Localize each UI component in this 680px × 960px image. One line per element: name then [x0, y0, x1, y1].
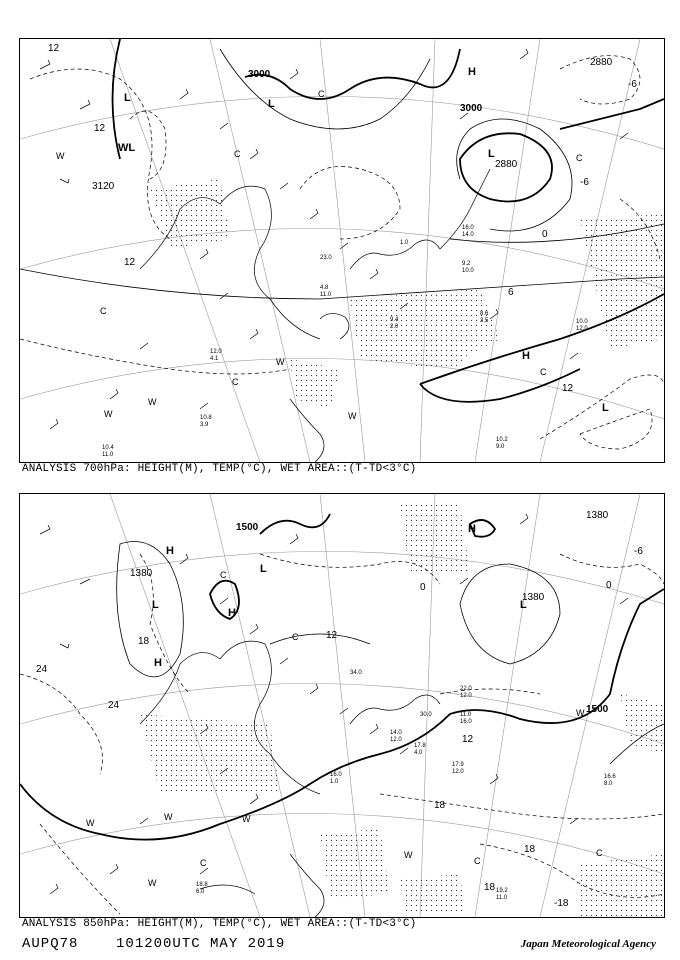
low-center-mark: L [602, 402, 609, 414]
svg-text:34.0: 34.0 [350, 670, 362, 676]
svg-text:16.0: 16.0 [462, 225, 474, 231]
svg-text:12.0: 12.0 [210, 349, 222, 355]
temp-label: 12 [124, 257, 136, 268]
pressure-centers-850 [152, 523, 527, 669]
svg-text:12.0: 12.0 [452, 769, 464, 775]
height-label: 1500 [236, 522, 259, 533]
high-center-mark: H [522, 350, 530, 362]
height-contours-850 [20, 514, 664, 840]
temp-label: 12 [462, 734, 474, 745]
svg-text:10.0: 10.0 [576, 319, 588, 325]
height-label: 3000 [248, 69, 271, 80]
high-center-mark: H [166, 545, 174, 557]
svg-text:9.2: 9.2 [462, 261, 471, 267]
warm-mark: W [148, 878, 157, 888]
warm-mark: W [576, 708, 585, 718]
svg-text:12.0: 12.0 [390, 737, 402, 743]
low-center-mark: L [268, 98, 275, 110]
svg-text:16.6: 16.6 [604, 774, 616, 780]
bulletin-code: AUPQ78 101200UTC MAY 2019 [22, 936, 286, 952]
temp-label: 12 [48, 43, 60, 54]
height-label: 2880 [495, 159, 518, 170]
height-labels-700 [92, 57, 613, 192]
svg-text:9.0: 9.0 [496, 444, 505, 450]
warm-mark: W [56, 151, 65, 161]
svg-text:14.0: 14.0 [462, 232, 474, 238]
svg-text:11.0: 11.0 [320, 292, 332, 298]
svg-text:3.9: 3.9 [200, 422, 209, 428]
temp-label: 24 [36, 664, 48, 675]
svg-text:9.4: 9.4 [390, 317, 399, 323]
temp-label: -6 [580, 177, 589, 188]
cold-mark: C [234, 149, 241, 159]
warm-mark: W [104, 409, 113, 419]
temp-label: 18 [138, 636, 150, 647]
high-center-mark: H [468, 66, 476, 78]
temp-label: 18 [434, 800, 446, 811]
cold-mark: C [232, 377, 239, 387]
cold-mark: C [220, 570, 227, 580]
svg-text:12.0: 12.0 [576, 326, 588, 332]
height-label: 3120 [92, 181, 115, 192]
svg-text:8.0: 8.0 [604, 781, 613, 787]
thin-contours-700 [20, 49, 664, 299]
cold-mark: C [540, 367, 547, 377]
svg-text:3.5: 3.5 [480, 318, 489, 324]
low-center-mark: L [520, 599, 527, 611]
map-panel-850hpa [19, 493, 665, 918]
svg-text:18.8: 18.8 [196, 882, 208, 888]
svg-text:17.8: 17.8 [414, 743, 426, 749]
high-center-mark: H [228, 607, 236, 619]
low-center-mark: L [152, 599, 159, 611]
height-label: 2880 [590, 57, 613, 68]
svg-text:16.0: 16.0 [330, 772, 342, 778]
warm-mark: W [148, 397, 157, 407]
svg-text:30.0: 30.0 [420, 712, 432, 718]
height-labels-850 [130, 510, 609, 715]
svg-text:6.0: 6.0 [196, 889, 205, 895]
cold-mark: C [596, 848, 603, 858]
warm-mark: W [242, 814, 251, 824]
height-label: 1380 [130, 568, 153, 579]
svg-text:17.9: 17.9 [452, 762, 464, 768]
temp-label: 18 [484, 882, 496, 893]
cold-mark: C [474, 856, 481, 866]
high-center-mark: H [468, 523, 476, 535]
height-label: 1380 [522, 592, 545, 603]
temp-label: 0 [420, 582, 426, 593]
svg-text:1.0: 1.0 [330, 779, 339, 785]
svg-text:10.2: 10.2 [496, 437, 508, 443]
svg-text:4.0: 4.0 [414, 750, 423, 756]
temp-label: 12 [326, 630, 338, 641]
map-panel-700hpa [19, 38, 665, 463]
svg-text:10.8: 10.8 [200, 415, 212, 421]
low-center-mark: WL [118, 142, 136, 154]
height-label: 3000 [460, 103, 483, 114]
svg-text:11.0: 11.0 [102, 452, 114, 458]
svg-text:23.0: 23.0 [320, 255, 332, 261]
cold-mark: C [318, 89, 325, 99]
cold-mark: C [576, 153, 583, 163]
temp-label: 24 [108, 700, 120, 711]
svg-text:22.0: 22.0 [460, 686, 472, 692]
temp-label: -18 [554, 898, 569, 909]
svg-text:4.8: 4.8 [320, 285, 329, 291]
station-values-700 [102, 225, 588, 458]
svg-text:10.4: 10.4 [102, 445, 114, 451]
temp-label: 12 [94, 123, 106, 134]
temp-label: 18 [524, 844, 536, 855]
svg-text:2.0: 2.0 [390, 324, 399, 330]
warm-mark: W [404, 850, 413, 860]
map-700hpa-svg [20, 39, 664, 462]
warm-mark: W [276, 357, 285, 367]
height-label: 1380 [586, 510, 609, 521]
svg-text:10.0: 10.0 [462, 268, 474, 274]
svg-text:8.6: 8.6 [480, 311, 489, 317]
height-label: 1500 [586, 704, 609, 715]
low-center-mark: L [260, 563, 267, 575]
temp-label: 12 [562, 383, 574, 394]
temp-label: 0 [606, 580, 612, 591]
low-center-mark: L [124, 92, 131, 104]
temp-label: -6 [628, 79, 637, 90]
svg-text:19.2: 19.2 [496, 888, 508, 894]
svg-text:16.0: 16.0 [460, 719, 472, 725]
high-center-mark: H [154, 657, 162, 669]
svg-text:14.0: 14.0 [390, 730, 402, 736]
caption-700hpa: ANALYSIS 700hPa: HEIGHT(M), TEMP(°C), WET AREA::(T-TD<3°C) [22, 463, 417, 475]
low-center-mark: L [488, 148, 495, 160]
cold-mark: C [100, 306, 107, 316]
caption-850hpa: ANALYSIS 850hPa: HEIGHT(M), TEMP(°C), WET AREA::(T-TD<3°C) [22, 918, 417, 930]
svg-text:12.0: 12.0 [460, 693, 472, 699]
svg-text:1.0: 1.0 [400, 240, 409, 246]
svg-text:11.0: 11.0 [460, 712, 472, 718]
svg-text:4.1: 4.1 [210, 356, 219, 362]
temp-label: 6 [508, 287, 514, 298]
graticule-700 [20, 39, 664, 462]
temp-label: -6 [634, 546, 643, 557]
cold-mark: C [200, 858, 207, 868]
warm-mark: W [86, 818, 95, 828]
svg-text:11.0: 11.0 [496, 895, 508, 901]
agency-name: Japan Meteorological Agency [520, 938, 656, 950]
warm-mark: W [348, 411, 357, 421]
warm-mark: W [164, 812, 173, 822]
map-850hpa-svg [20, 494, 664, 917]
temp-label: 0 [542, 229, 548, 240]
cold-mark: C [292, 632, 299, 642]
